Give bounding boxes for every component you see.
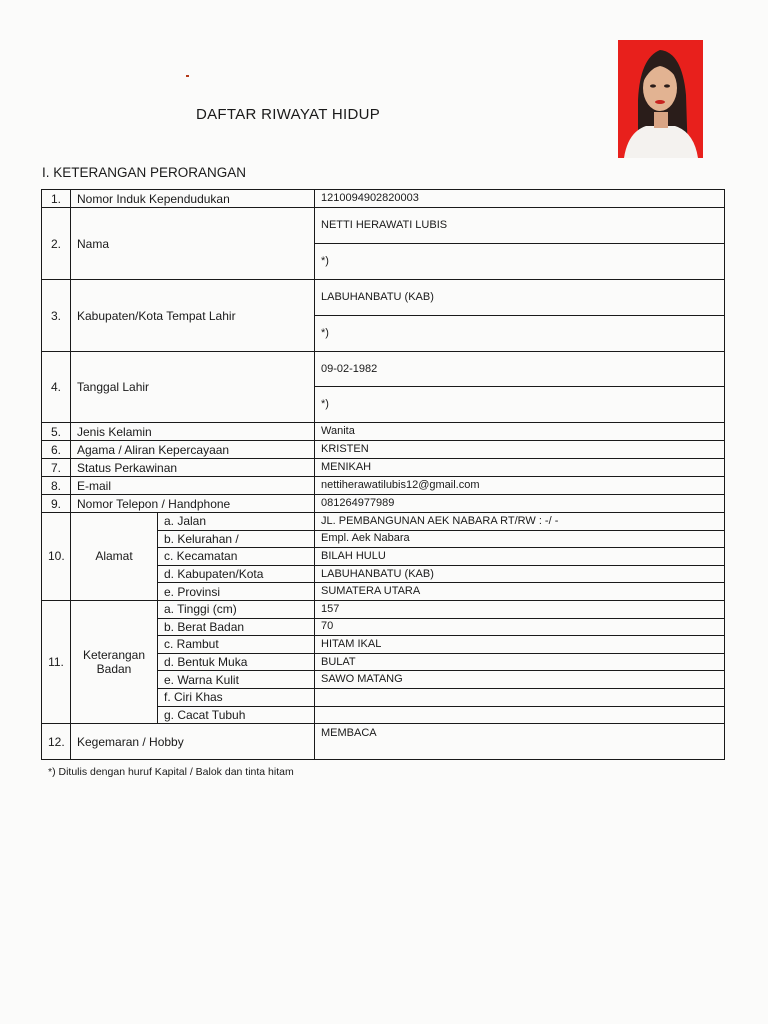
sub-label: c. Rambut	[158, 636, 315, 654]
hobby-value: MEMBACA	[315, 724, 725, 760]
weight-value: 70	[315, 618, 725, 636]
sub-label: d. Kabupaten/Kota	[158, 565, 315, 583]
row-label: Tanggal Lahir	[71, 352, 315, 423]
province-value: SUMATERA UTARA	[315, 583, 725, 601]
sub-label: g. Cacat Tubuh	[158, 706, 315, 724]
row-label	[71, 600, 158, 723]
nik-value: 1210094902820003	[315, 190, 725, 208]
row-number: 1.	[42, 190, 71, 208]
row-number: 7.	[42, 459, 71, 477]
marital-status-value: MENIKAH	[315, 459, 725, 477]
row-number: 4.	[42, 352, 71, 423]
row-number: 11.	[42, 600, 71, 723]
table-row	[42, 190, 725, 208]
skin-color-value: SAWO MATANG	[315, 671, 725, 689]
disability-value	[315, 706, 725, 724]
phone-value: 081264977989	[315, 495, 725, 513]
name-note: *)	[315, 244, 725, 280]
table-row	[42, 352, 725, 387]
ink-speck	[186, 75, 189, 77]
row-number: 5.	[42, 423, 71, 441]
height-value: 157	[315, 600, 725, 618]
row-label: Jenis Kelamin	[71, 423, 315, 441]
table-row	[42, 280, 725, 316]
sub-label: d. Bentuk Muka	[158, 653, 315, 671]
row-number: 2.	[42, 208, 71, 280]
row-number: 10.	[42, 513, 71, 601]
row-label-line1: Keterangan	[82, 647, 146, 662]
row-label: Nomor Induk Kependudukan	[71, 190, 315, 208]
birthplace-note: *)	[315, 316, 725, 352]
birthdate-note: *)	[315, 387, 725, 423]
personal-info-table	[41, 189, 725, 760]
table-row	[42, 459, 725, 477]
kabupaten-value: LABUHANBATU (KAB)	[315, 565, 725, 583]
sub-label: c. Kecamatan	[158, 548, 315, 566]
email-value: nettiherawatilubis12@gmail.com	[315, 477, 725, 495]
hair-value: HITAM IKAL	[315, 636, 725, 654]
row-number: 8.	[42, 477, 71, 495]
kecamatan-value: BILAH HULU	[315, 548, 725, 566]
row-label: Nomor Telepon / Handphone	[71, 495, 315, 513]
table-row	[42, 513, 725, 531]
street-value: JL. PEMBANGUNAN AEK NABARA RT/RW : -/ -	[315, 513, 725, 531]
row-label: E-mail	[71, 477, 315, 495]
sub-label: b. Kelurahan /	[158, 530, 315, 548]
kelurahan-value: Empl. Aek Nabara	[315, 530, 725, 548]
name-value: NETTI HERAWATI LUBIS	[315, 208, 725, 244]
table-row	[42, 423, 725, 441]
face-shape-value: BULAT	[315, 653, 725, 671]
row-number: 6.	[42, 441, 71, 459]
row-label: Alamat	[71, 513, 158, 601]
birthplace-value: LABUHANBATU (KAB)	[315, 280, 725, 316]
row-label: Kegemaran / Hobby	[71, 724, 315, 760]
sub-label: a. Jalan	[158, 513, 315, 531]
document-title: DAFTAR RIWAYAT HIDUP	[196, 106, 381, 123]
footnote: *) Ditulis dengan huruf Kapital / Balok dan tinta hitam	[48, 766, 294, 778]
distinguishing-mark-value	[315, 688, 725, 706]
row-label: Agama / Aliran Kepercayaan	[71, 441, 315, 459]
sub-label: e. Provinsi	[158, 583, 315, 601]
religion-value: KRISTEN	[315, 441, 725, 459]
row-label-line2: Badan	[96, 662, 132, 677]
sub-label: b. Berat Badan	[158, 618, 315, 636]
row-number: 9.	[42, 495, 71, 513]
sub-label: a. Tinggi (cm)	[158, 600, 315, 618]
row-label: Kabupaten/Kota Tempat Lahir	[71, 280, 315, 352]
sub-label: e. Warna Kulit	[158, 671, 315, 689]
table-row	[42, 495, 725, 513]
row-number: 12.	[42, 724, 71, 760]
table-row	[42, 208, 725, 244]
birthdate-value: 09-02-1982	[315, 352, 725, 387]
row-label: Status Perkawinan	[71, 459, 315, 477]
row-number: 3.	[42, 280, 71, 352]
table-row	[42, 477, 725, 495]
table-row	[42, 724, 725, 760]
table-row	[42, 441, 725, 459]
table-row	[42, 600, 725, 618]
row-label: Nama	[71, 208, 315, 280]
gender-value: Wanita	[315, 423, 725, 441]
section-title: I. KETERANGAN PERORANGAN	[42, 165, 247, 180]
sub-label: f. Ciri Khas	[158, 688, 315, 706]
profile-photo	[618, 40, 703, 158]
